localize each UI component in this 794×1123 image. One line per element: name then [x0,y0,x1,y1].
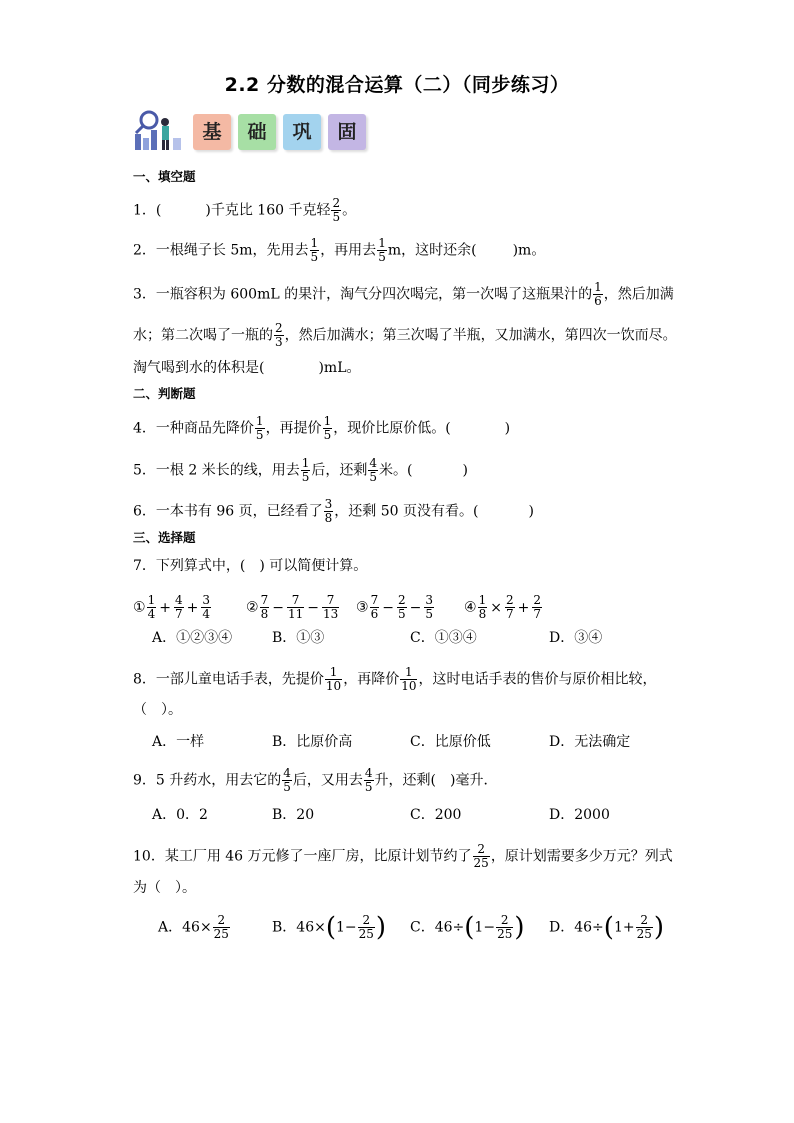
question-5: 5．一根 2 米长的线，用去 $\frac{1}{5}$ 后，还剩 $\frac{4}{5}$ 米。( ) [133,456,468,484]
q10-option-a[interactable]: A．46× $\frac{2}{25}$ [158,913,229,941]
q10-option-c[interactable]: C．46÷(1− $\frac{2}{25}$ ) [410,912,525,943]
section-banner [131,106,391,156]
q7-expression-2: ② $\frac{7}{8}$ − $\frac{7}{11}$ − $\frac{7}{13}$ [246,593,339,621]
magnifier-person-icon [131,108,185,154]
q8-option-c[interactable]: C．比原价低 [410,734,491,750]
question-1: 1．( )千克比 160 千克轻 $\frac{2}{5}$ 。 [133,196,357,224]
section-heading-judge: 二、判断题 [133,386,196,401]
q7-option-b[interactable]: B．①③ [272,630,325,646]
q8-option-a[interactable]: A．一样 [152,734,205,750]
question-2: 2．一根绳子长 5m，先用去 $\frac{1}{5}$ ，再用去 $\frac{1}{5}$ m，这时还余( )m。 [133,236,546,264]
question-9: 9．5 升药水，用去它的 $\frac{4}{5}$ 后，又用去 $\frac{4}{5}$ 升，还剩( )毫升． [133,766,498,794]
q7-option-d[interactable]: D．③④ [549,630,603,646]
question-10-line-1: 10．某工厂用 46 万元修了一座厂房，比原计划节约了 $\frac{2}{25}$ ，原计划需要多少万元？列式 [133,842,673,870]
q7-option-c[interactable]: C．①③④ [410,630,477,646]
question-3-line-3: 淘气喝到水的体积是( )mL。 [133,360,361,376]
question-8-line-1: 8．一部儿童电话手表，先提价 $\frac{1}{10}$ ，再降价 $\frac{1}{10}$ ，这时电话手表的售价与原价相比较， [133,665,657,693]
banner-tile-2: 础 [238,114,276,150]
question-8-line-2: （ ）。 [133,702,182,718]
banner-tile-3: 巩 [283,114,321,150]
question-7-stem: 7．下列算式中，( ) 可以简便计算。 [133,558,368,574]
q7-expression-4: ④ $\frac{1}{8}$ × $\frac{2}{7}$ + $\frac{2}{7}$ [464,593,541,621]
banner-tile-1: 基 [193,114,231,150]
q9-option-a[interactable]: A．0．2 [152,807,208,823]
question-4: 4．一种商品先降价 $\frac{1}{5}$ ，再提价 $\frac{1}{5}$ ，现价比原价低。( ) [133,414,511,442]
question-3-line-2: 水；第二次喝了一瓶的 $\frac{2}{3}$ ，然后加满水；第三次喝了半瓶，又加满水，第四次一饮而尽。 [133,321,677,349]
q9-option-c[interactable]: C．200 [410,807,462,823]
question-6: 6．一本书有 96 页，已经看了 $\frac{3}{8}$ ，还剩 50 页没有看。( ) [133,497,534,525]
q8-option-d[interactable]: D．无法确定 [549,734,631,750]
q10-option-b[interactable]: B．46×(1− $\frac{2}{25}$ ) [272,912,387,943]
section-heading-choice: 三、选择题 [133,530,196,545]
section-heading-fill: 一、填空题 [133,169,196,184]
q9-option-b[interactable]: B．20 [272,807,315,823]
q7-expression-1: ① $\frac{1}{4}$ + $\frac{4}{7}$ + $\frac{3}{4}$ [133,593,210,621]
banner-tile-4: 固 [328,114,366,150]
q7-option-a[interactable]: A．①②③④ [152,630,233,646]
page-title: 2.2 分数的混合运算（二）（同步练习） [224,74,570,96]
q7-expression-3: ③ $\frac{7}{6}$ − $\frac{2}{5}$ − $\frac{3}{5}$ [356,593,433,621]
q9-option-d[interactable]: D．2000 [549,807,610,823]
question-10-line-2: 为（ ）。 [133,880,196,896]
q8-option-b[interactable]: B．比原价高 [272,734,353,750]
q10-option-d[interactable]: D．46÷(1+ $\frac{2}{25}$ ) [549,912,665,943]
question-3-line-1: 3．一瓶容积为 600mL 的果汁，淘气分四次喝完，第一次喝了这瓶果汁的 $\frac{1}{6}$ ，然后加满 [133,280,674,308]
